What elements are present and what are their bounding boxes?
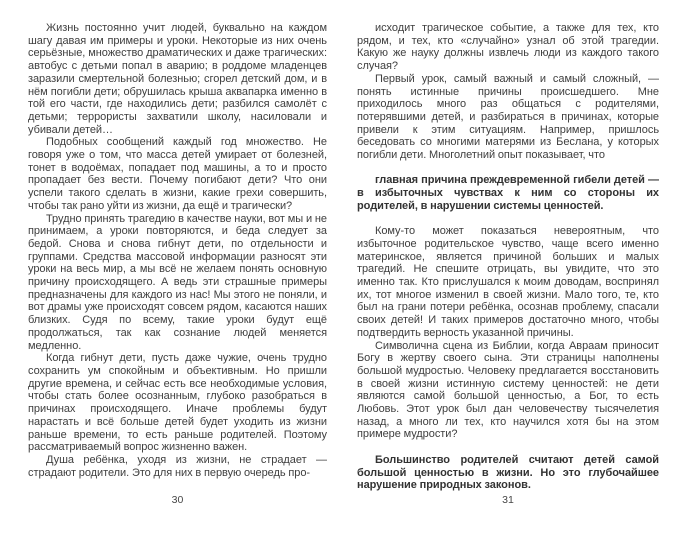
- paragraph: Когда гибнут дети, пусть даже чужие, очень трудно сохранить ум спокойным и объективным. Но пришли другие времена, и сейчас есть все необходимые условия, чтобы стать более осознанным, глубоко разобраться в причинах происходящего. Иначе проблемы будут нарастать и всё больше детей будет уходить из жизни раньше времени, то есть раньше родителей. Поэтому рассматриваемый вопрос жизненно важен.: [28, 352, 327, 454]
- emphasized-paragraph: главная причина преждевременной гибели детей — в избыточных чувствах к ним со стороны их родителей, в нарушении системы ценностей.: [357, 174, 659, 212]
- paragraph: Душа ребёнка, уходя из жизни, не страдает — страдают родители. Это для них в первую очередь про-: [28, 453, 327, 479]
- paragraph: Трудно принять трагедию в качестве науки, вот мы и не принимаем, а уроки повторяются, и беда следует за бедой. Снова и снова гибнут дети, по отдельности и группами. Средства массовой информации разносят эти уроки на весь мир, а мы всё не желаем понять основную причину происходящего. А ведь эти страшные примеры предназначены для каждого из нас! Мы этого не поняли, и вот драмы уже происходят совсем рядом, касаются наших близких. Судя по всему, такие уроки будут ещё продолжаться, так как сознание людей меняется медленно.: [28, 212, 327, 352]
- right-page: [357, 22, 659, 492]
- page-number-left: 30: [171, 494, 184, 506]
- paragraph: Жизнь постоянно учит людей, буквально на каждом шагу давая им примеры и уроки. Некоторые из них очень серьёзные, множество драматических и даже трагических: автобус с детьми попал в аварию; в роддоме младенцев заразили смертельной болезнью; сгорел детский дом, и в нём погибли дети; обрушилась крыша аквапарка именно в той его части, где находились дети; разбился самолёт с детьми; террористы захватили школу, насиловали и убивали детей…: [28, 22, 327, 136]
- paragraph: Первый урок, самый важный и самый сложный, — понять истинные причины происшедшего. Мне приходилось много раз общаться с родителями, потерявшими детей, и разбираться в причинах, которые привели к этим ситуациям. Например, пришлось беседовать со многими матерями из Беслана, у которых погибли дети. Многолетний опыт показывает, что: [357, 72, 659, 162]
- paragraph: Подобных сообщений каждый год множество. Не говоря уже о том, что масса детей умирает от болезней, тонет в водоёмах, попадает под машины, а то и просто пропадает без вести. Почему погибают дети? Что они успели такого сделать в жизни, какие грехи совершить, чтобы так рано уйти из жизни, да ещё и трагически?: [28, 136, 327, 212]
- left-page: [28, 22, 327, 479]
- page-number-right: 31: [502, 494, 514, 506]
- paragraph: Символична сцена из Библии, когда Авраам приносит Богу в жертву своего сына. Эти страницы наполнены большой мудростью. Человеку предлагается восстановить в своей жизни истинную систему ценностей: не дети являются самой большой ценностью, а Бог, то есть Любовь. Этот урок был дан человечеству тысячелетия назад, а много ли тех, кто научился хотя бы на этом примере мудрости?: [357, 339, 659, 441]
- paragraph: Кому-то может показаться невероятным, что избыточное родительское чувство, чаще всего именно материнское, является причиной больших и малых трагедий. Не спешите отрицать, вы увидите, что это именно так. Кто прислушался к моим доводам, воспринял их, тот многое изменил в своей жизни. Мало того, те, кто был на грани потери ребёнка, осознав проблему, спасали своих детей! И таких примеров достаточно много, чтобы подтвердить верность указанной причины.: [357, 225, 659, 339]
- emphasized-paragraph: Большинство родителей считают детей самой большой ценностью в жизни. Но это глубочайшее нарушение природных законов.: [357, 453, 659, 492]
- paragraph: исходит трагическое событие, а также для тех, кто рядом, и тех, кто «случайно» узнал об этой трагедии. Какую же науку должны извлечь люди из каждого такого случая?: [357, 22, 659, 73]
